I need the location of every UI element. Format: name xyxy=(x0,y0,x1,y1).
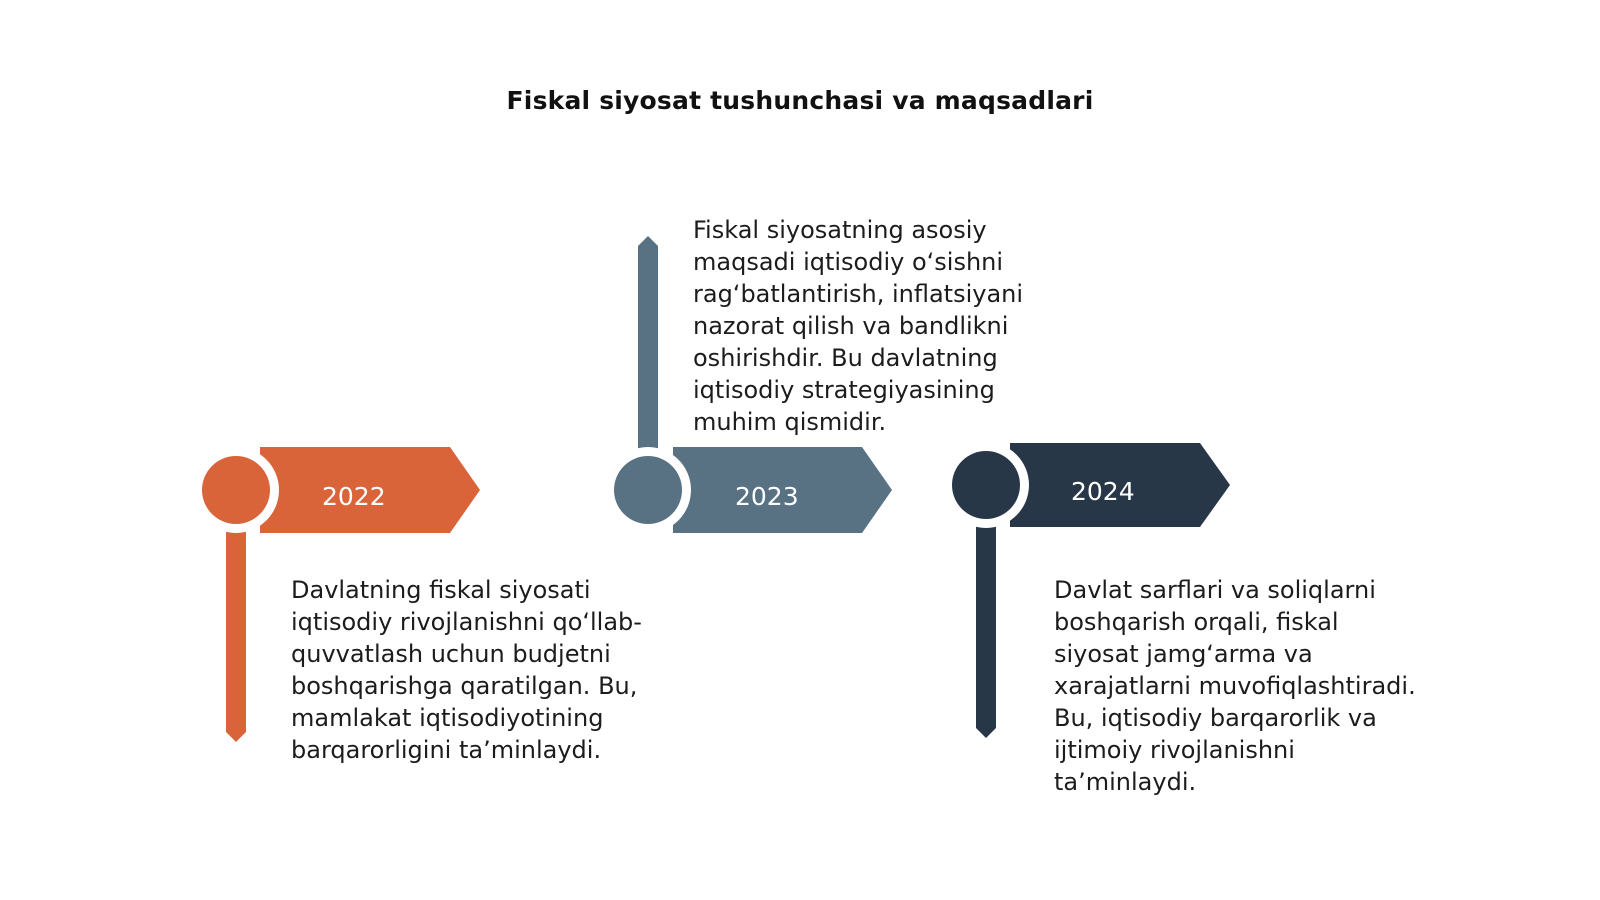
connector-bar-tip-2022 xyxy=(226,732,246,742)
node-circle-2024 xyxy=(952,451,1020,519)
node-circle-2022 xyxy=(202,456,270,524)
description-2022: Davlatning fiskal siyosati iqtisodiy rivojlanishni qo‘llab-quvvatlash uchun budjetni boshqarishga qaratilgan. Bu, mamlakat iqtisodiyotining barqarorligini ta’minlaydi. xyxy=(291,576,642,764)
connector-bar-2024 xyxy=(976,515,996,728)
connector-bar-tip-2023 xyxy=(638,236,658,246)
year-label-2023: 2023 xyxy=(735,482,799,511)
connector-bar-2022 xyxy=(226,520,246,732)
year-label-2024: 2024 xyxy=(1071,477,1135,506)
connector-bar-tip-2024 xyxy=(976,728,996,738)
connector-bar-2023 xyxy=(638,246,658,450)
slide-title: Fiskal siyosat tushunchasi va maqsadlari xyxy=(506,86,1094,115)
year-label-2022: 2022 xyxy=(322,482,386,511)
node-circle-2023 xyxy=(614,456,682,524)
description-2024: Davlat sarflari va soliqlarni boshqarish orqali, fiskal siyosat jamg‘arma va xarajatlarni muvofiqlashtiradi. Bu, iqtisodiy barqarorlik va ijtimoiy rivojlanishni ta’minlaydi. xyxy=(1054,576,1416,796)
description-2023: Fiskal siyosatning asosiy maqsadi iqtisodiy o‘sishni rag‘batlantirish, inflatsiyani nazorat qilish va bandlikni oshirishdir. Bu davlatning iqtisodiy strategiyasining muhim qismidir. xyxy=(693,216,1024,436)
